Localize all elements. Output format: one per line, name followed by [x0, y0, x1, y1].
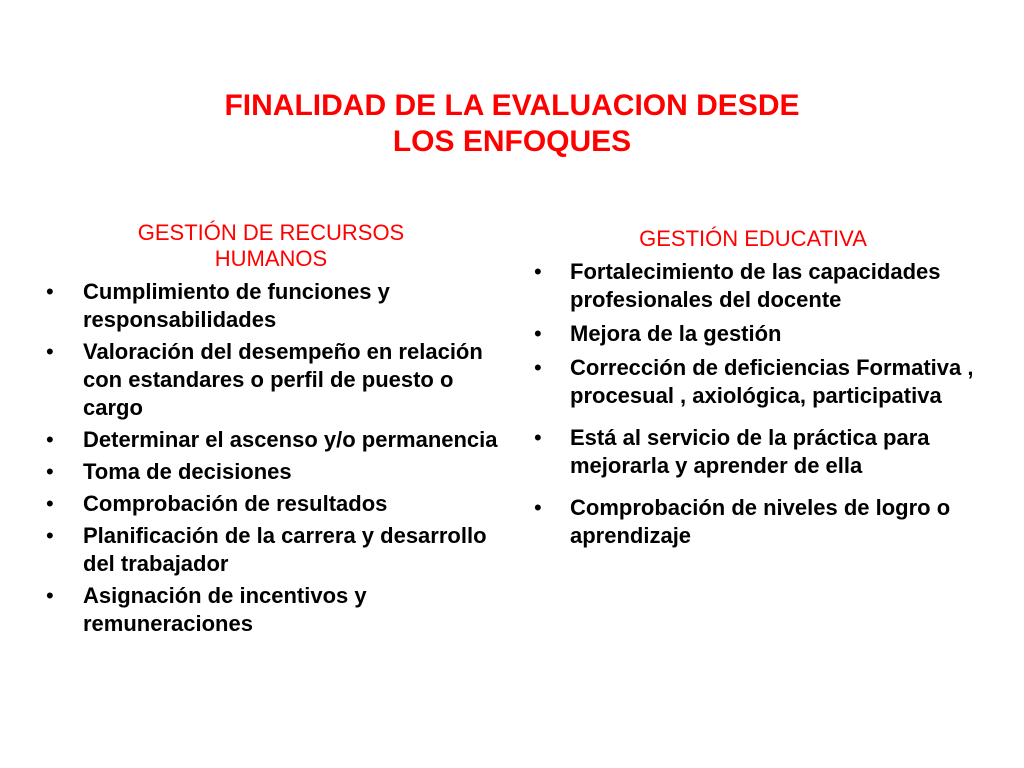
bullet-icon: •	[46, 279, 54, 304]
slide-title-line: FINALIDAD DE LA EVALUACION DESDE	[224, 89, 800, 122]
list-item-text: Asignación de incentivos y remuneraciones	[83, 583, 367, 636]
right-column	[528, 226, 978, 556]
list-item-text: Comprobación de niveles de logro o aprendizaje	[570, 495, 951, 548]
right-bullet-list	[528, 258, 978, 550]
list-item-text: Comprobación de resultados	[83, 491, 388, 516]
bullet-icon: •	[534, 321, 542, 346]
list-item	[528, 354, 978, 410]
list-item-text: Determinar el ascenso y/o permanencia	[83, 427, 498, 452]
left-bullet-list	[40, 278, 502, 638]
list-item	[40, 582, 502, 638]
bullet-icon: •	[46, 427, 54, 452]
left-heading-line: HUMANOS	[214, 246, 328, 271]
left-heading-line: GESTIÓN DE RECURSOS	[137, 220, 405, 245]
slide-title	[60, 88, 964, 160]
list-item	[40, 458, 502, 486]
bullet-icon: •	[534, 259, 542, 284]
left-column	[40, 220, 502, 642]
list-item	[40, 426, 502, 454]
list-item	[528, 424, 978, 480]
bullet-icon: •	[46, 491, 54, 516]
slide-title-line: LOS ENFOQUES	[392, 125, 632, 158]
right-column-heading: GESTIÓN EDUCATIVA	[639, 226, 867, 251]
list-item-text: Valoración del desempeño en relación con estandares o perfil de puesto o cargo	[83, 339, 483, 420]
bullet-icon: •	[534, 425, 542, 450]
bullet-icon: •	[534, 355, 542, 380]
list-item-text: Está al servicio de la práctica para mejorarla y aprender de ella	[570, 425, 930, 478]
bullet-icon: •	[46, 523, 54, 548]
bullet-icon: •	[46, 583, 54, 608]
list-item	[40, 278, 502, 334]
bullet-icon: •	[534, 495, 542, 520]
list-item-text: Cumplimiento de funciones y responsabilidades	[83, 279, 390, 332]
list-item	[528, 258, 978, 314]
list-item	[528, 320, 978, 348]
left-column-heading	[40, 220, 502, 272]
bullet-icon: •	[46, 339, 54, 364]
list-item-text: Fortalecimiento de las capacidades profesionales del docente	[570, 259, 941, 312]
list-item	[528, 494, 978, 550]
list-item	[40, 338, 502, 422]
list-item-text: Planificación de la carrera y desarrollo del trabajador	[83, 523, 487, 576]
list-item	[40, 522, 502, 578]
list-item	[40, 490, 502, 518]
bullet-icon: •	[46, 459, 54, 484]
list-item-text: Corrección de deficiencias Formativa , procesual , axiológica, participativa	[570, 355, 974, 408]
list-item-text: Toma de decisiones	[83, 459, 292, 484]
list-item-text: Mejora de la gestión	[570, 321, 782, 346]
